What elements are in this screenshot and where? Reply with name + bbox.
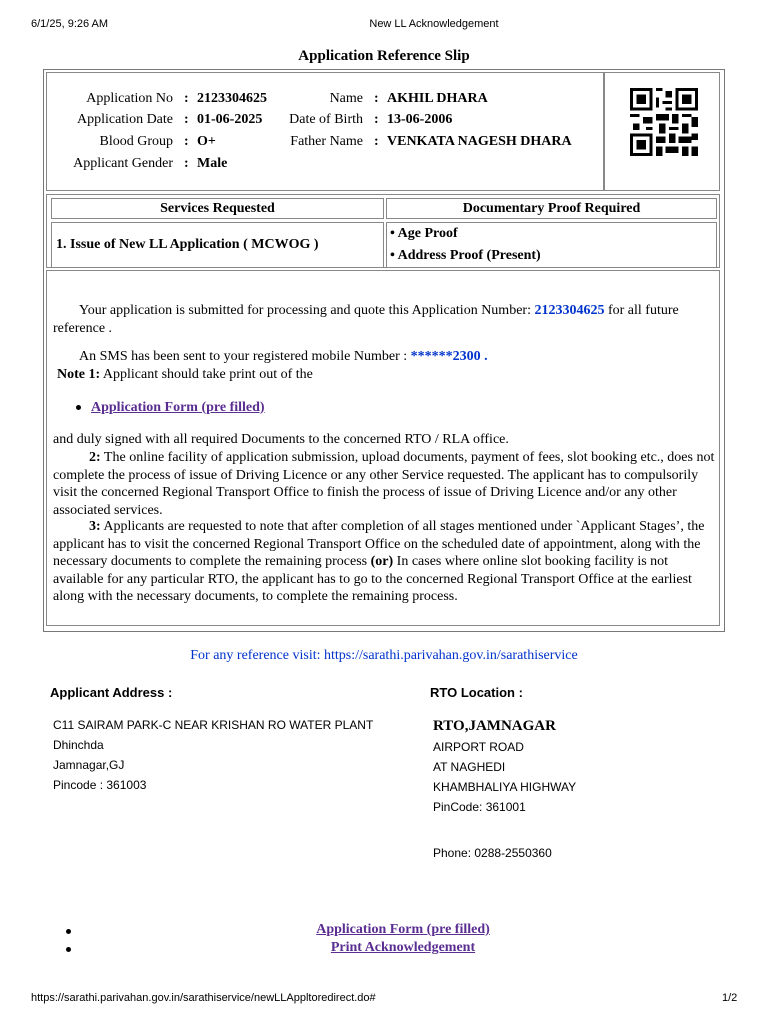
rto-address <box>433 737 576 817</box>
note3-or: (or) <box>370 554 394 569</box>
note3-label: 3: <box>89 519 101 534</box>
sms-text: An SMS has been sent to your registered mobile Number : <box>79 349 408 364</box>
application-date-value: 01-06-2025 <box>197 112 263 127</box>
bottom-form-link-row <box>0 922 768 938</box>
father-name-label: Father Name <box>290 134 363 149</box>
reference-visit-link[interactable]: For any reference visit: https://sarathi.parivahan.gov.in/sarathiservice <box>190 648 578 663</box>
footer-url: https://sarathi.parivahan.gov.in/sarathiservice/newLLAppltoredirect.do# <box>31 992 376 1004</box>
father-name-value: VENKATA NAGESH DHARA <box>387 134 572 149</box>
dob-label: Date of Birth <box>289 112 363 127</box>
sms-paragraph <box>53 348 718 366</box>
blood-group-value: O+ <box>197 134 216 149</box>
submission-text: Your application is submitted for processing and quote this Application Number: <box>79 303 531 318</box>
colon: : <box>184 134 189 149</box>
note2-text: The online facility of application submission, upload documents, payment of fees, slot booking etc., does not complete the process of issue of Driving Licence or any other Service requested. The applicant has to compulsorily visit the concerned Regional Transport Office to finish the process of issue of Driving Licence and/or any other associated services. <box>53 450 715 518</box>
address-line3: Jamnagar,GJ <box>53 758 125 772</box>
proof-header: Documentary Proof Required <box>462 201 641 216</box>
colon: : <box>374 112 379 127</box>
note3-text-b: In cases where online slot booking facility is not available for any particular RTO, the applicant has to go to the concerned Regional Transport Office at the earliest along with the necessary documents, to complete the remaining process. <box>53 554 692 604</box>
rto-pincode: PinCode: 361001 <box>433 800 526 814</box>
dob-value: 13-06-2006 <box>387 112 453 127</box>
service-requested: 1. Issue of New LL Application ( MCWOG ) <box>56 237 319 252</box>
colon: : <box>374 134 379 149</box>
application-form-link[interactable]: Application Form (pre filled) <box>91 400 265 415</box>
note3 <box>53 518 718 606</box>
colon: : <box>184 112 189 127</box>
submission-text-end: for all future reference . <box>53 303 679 336</box>
applicant-address-title: Applicant Address : <box>50 685 173 700</box>
proof-address: • Address Proof (Present) <box>390 248 541 263</box>
rto-line3: KHAMBHALIYA HIGHWAY <box>433 780 577 794</box>
address-line1: C11 SAIRAM PARK-C NEAR KRISHAN RO WATER PLANT <box>53 718 374 732</box>
note1-label: Note 1: <box>57 367 101 382</box>
print-acknowledgement-link[interactable]: Print Acknowledgement <box>330 940 476 955</box>
rto-line2: AT NAGHEDI <box>433 760 506 774</box>
address-line2: Dhinchda <box>53 738 104 752</box>
after-link-text: and duly signed with all required Documents to the concerned RTO / RLA office. <box>53 432 509 447</box>
print-page-title: New LL Acknowledgement <box>369 18 499 30</box>
application-no-value: 2123304625 <box>197 91 267 106</box>
bottom-print-link-row <box>0 940 768 956</box>
colon: : <box>184 91 189 106</box>
bullet-icon <box>76 405 81 410</box>
proof-age: • Age Proof <box>390 226 458 241</box>
bottom-application-form-link[interactable]: Application Form (pre filled) <box>316 922 490 937</box>
address-pincode: Pincode : 361003 <box>53 778 147 792</box>
name-value: AKHIL DHARA <box>387 91 488 106</box>
note2 <box>53 449 718 519</box>
applicant-info-box <box>46 72 604 191</box>
form-link-item <box>76 399 741 417</box>
gender-value: Male <box>197 156 228 171</box>
colon: : <box>374 91 379 106</box>
note2-label: 2: <box>89 450 101 465</box>
application-no-label: Application No <box>86 91 173 106</box>
mobile-number: ******2300 . <box>410 349 488 364</box>
gender-label: Applicant Gender <box>73 156 173 171</box>
application-date-label: Application Date <box>76 112 173 127</box>
colon: : <box>184 156 189 171</box>
application-number-highlight: 2123304625 <box>534 303 605 318</box>
rto-phone: Phone: 0288-2550360 <box>433 846 552 860</box>
rto-line1: AIRPORT ROAD <box>433 740 524 754</box>
qr-code-icon <box>630 88 698 156</box>
applicant-address <box>53 715 373 795</box>
note1-text: Applicant should take print out of the <box>102 367 313 382</box>
name-label: Name <box>329 91 363 106</box>
footer-page-number: 1/2 <box>722 992 738 1004</box>
print-datetime: 6/1/25, 9:26 AM <box>31 18 109 30</box>
slip-title: Application Reference Slip <box>298 48 470 64</box>
services-header: Services Requested <box>160 201 275 216</box>
note1 <box>57 366 722 384</box>
rto-name: RTO,JAMNAGAR <box>433 718 556 734</box>
submission-paragraph <box>53 302 718 337</box>
note3-text-a: Applicants are requested to note that after completion of all stages mentioned under `Applicant Stages’, the applicant has to visit the concerned Regional Transport Office on the scheduled date of appointment, along with the necessary documents to complete the remaining process <box>53 519 705 569</box>
rto-location-title: RTO Location : <box>430 685 523 700</box>
blood-group-label: Blood Group <box>99 134 173 149</box>
